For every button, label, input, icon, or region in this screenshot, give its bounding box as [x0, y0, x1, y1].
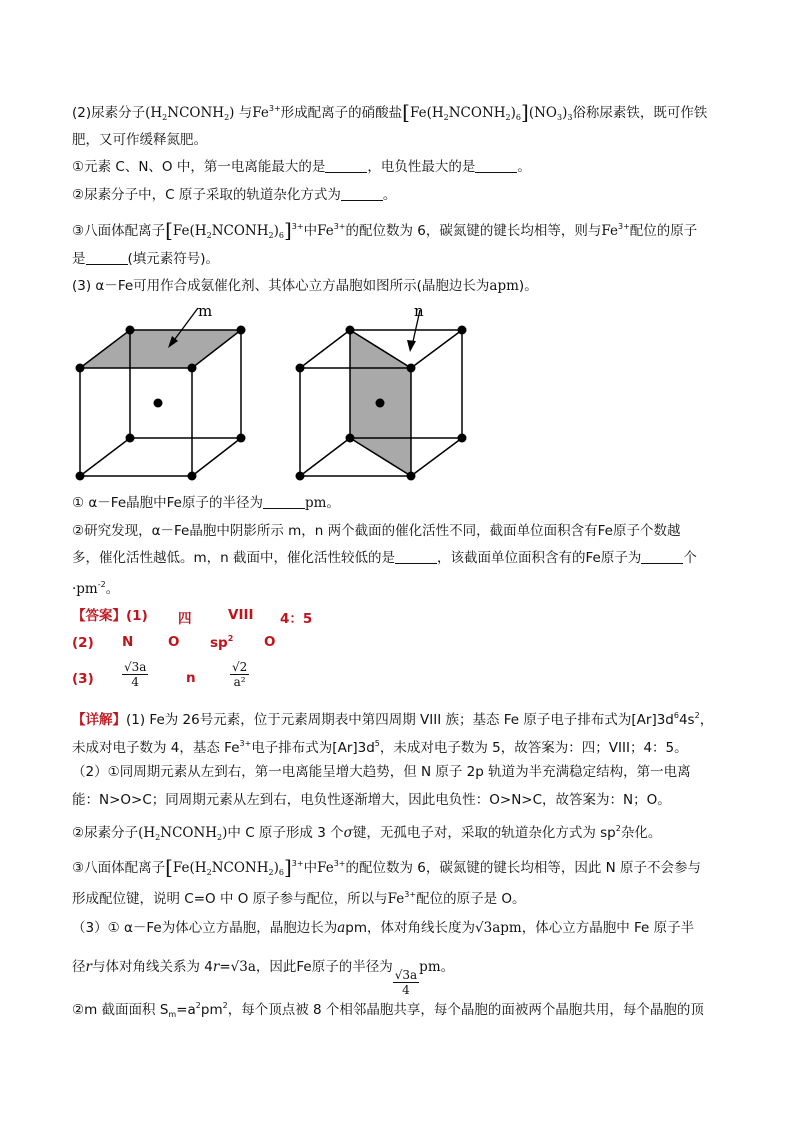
q3-intro: (3) α－Fe可用作合成氨催化剂、其体心立方晶胞如图所示(晶胞边长为apm)。: [72, 278, 538, 294]
q2-sub3: ③八面体配离子$[Fe(H_2NCONH_2)_6]^{3+}$中$Fe^{3+}$的配位数为 6，碳氮键的键长均相等，则与$Fe^{3+}$配位的原子: [72, 218, 698, 242]
answer-value: 4：5: [280, 611, 313, 627]
explanation-line: （2）①同周期元素从左到右，第一电离能呈增大趋势，但 N 原子 2p 轨道为半充满稳定结构，第一电离: [72, 764, 691, 780]
answer-blank: [475, 160, 517, 173]
q2-sub1: ①元素 C、N、O 中，第一电离能最大的是 ，电负性最大的是 。: [72, 159, 531, 175]
explanation-line: ②尿素分子$(H_2NCONH_2)$中 C 原子形成 3 个σ键，无孤电子对，采取的轨道杂化方式为 $sp^2$杂化。: [72, 824, 662, 842]
label-n: n: [414, 302, 424, 320]
explanation-line: 未成对电子数为 4，基态 $Fe^{3+}$电子排布式为$[Ar]3d^5$，未成对电子数为 5，故答案为：四；VIII；4：5。: [72, 739, 688, 756]
q2-intro-line1: (2)尿素分子$(H_2NCONH_2)$ 与$Fe^{3+}$形成配离子的硝酸盐$[Fe(H_2NCONH_2)_6](NO_3)_3$俗称尿素铁，既可作铁: [72, 100, 708, 124]
explanation-line: 【详解】(1) Fe为 26号元素，位于元素周期表中第四周期 VIII 族；基态 Fe 原子电子排布式为$[Ar]3d^64s^2$，: [72, 711, 714, 728]
answer-blank: [325, 160, 367, 173]
q2-sub2: ②尿素分子中，C 原子采取的轨道杂化方式为 。: [72, 187, 397, 203]
explanation-line: ②m 截面面积 $S_m=a^2pm^2$，每个顶点被 8 个相邻晶胞共享，每个晶胞的面被两个晶胞共用，每个晶胞的顶: [72, 1001, 704, 1019]
answer-value: n: [186, 670, 196, 686]
q3-sub1: ① α－Fe晶胞中Fe原子的半径为 pm。: [72, 495, 340, 511]
answer-fraction: $\frac{√3a}{4}$: [124, 660, 147, 689]
answer-blank: [641, 551, 683, 564]
q3-sub2-line3: $\cdot pm^{-2}$。: [72, 580, 120, 597]
q3-sub2-line2: 多，催化活性越低。m，n 截面中，催化活性较低的是 ，该截面单位面积含有的Fe原子为 个: [72, 550, 697, 566]
explanation-line: 径r与体对角线关系为 4r=√3a，因此Fe原子的半径为 $\frac{√3a}{4}$ pm。: [72, 959, 455, 997]
answer-row-1: 【答案】(1): [72, 608, 148, 624]
answer-blank: [395, 551, 437, 564]
answer-blank: [263, 496, 305, 509]
q2-intro-line2: 肥，又可作缓释氮肥。: [72, 132, 207, 148]
q3-sub2-line1: ②研究发现，α－Fe晶胞中阴影所示 m，n 两个截面的催化活性不同，截面单位面积含有Fe原子个数越: [72, 523, 681, 539]
shaded-plane-m: [80, 330, 241, 368]
answer-value: 四: [178, 611, 192, 627]
explanation-line: 能：N>O>C；同周期元素从左到右，电负性逐渐增大，因此电负性：O>N>C，故答案为：N；O。: [72, 792, 671, 808]
explanation-line: （3）① α－Fe为体心立方晶胞，晶胞边长为apm，体对角线长度为√3apm，体心立方晶胞中 Fe 原子半: [72, 920, 695, 936]
label-m: m: [198, 302, 213, 320]
answer-value: N: [122, 634, 134, 650]
answer-value: O: [264, 634, 276, 650]
answer-value: O: [168, 634, 180, 650]
answer-row-2: (2): [72, 635, 94, 651]
answer-value: $sp^2$: [210, 634, 234, 651]
explanation-line: 形成配位键，说明 C=O 中 O 原子参与配位，所以与$Fe^{3+}$配位的原子是 O。: [72, 890, 526, 907]
answer-row-3: (3): [72, 671, 94, 687]
unit-cell-n: [296, 302, 467, 481]
answer-value: VIII: [228, 607, 254, 623]
body-center-atom: [154, 399, 163, 408]
unit-cell-m: [76, 302, 246, 481]
q2-sub3-line2: 是 (填元素符号)。: [72, 251, 220, 267]
bcc-unit-cell-figure: [72, 296, 482, 486]
answer-blank: [341, 188, 383, 201]
body-center-atom: [376, 399, 385, 408]
answer-blank: [86, 252, 128, 265]
explanation-line: ③八面体配离子$[Fe(H_2NCONH_2)_6]^{3+}$中$Fe^{3+}$的配位数为 6，碳氮键的键长均相等，因此 N 原子不会参与: [72, 855, 702, 879]
answer-fraction: $\frac{√2}{\text{a²}}$: [232, 660, 248, 689]
